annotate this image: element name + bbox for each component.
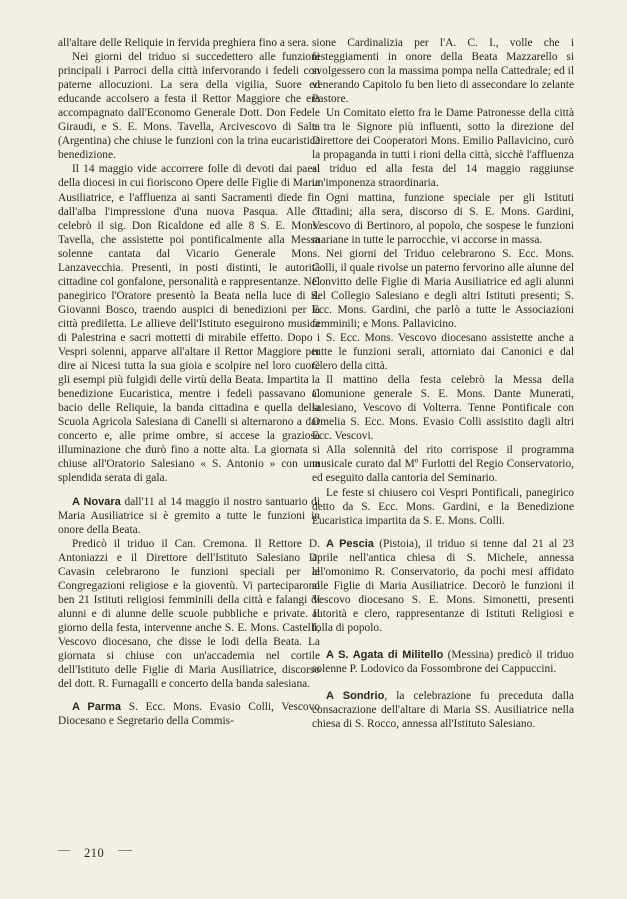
paragraph [312, 443, 574, 485]
paragraph-text: S. Ecc. Mons. Evasio Colli, Vescovo Diocesano e Segretario della Commis- [58, 701, 320, 728]
left-column [58, 36, 320, 728]
paragraph-text: (Messina) predicò il triduo solenne P. Lodovico da Fossombrone dei Cappuccini. [312, 648, 575, 676]
paragraph [312, 648, 574, 676]
paragraph [312, 373, 574, 443]
paragraph [312, 537, 574, 635]
paragraph-text: S. Ecc. Mons. Vescovo diocesano assistette anche a tutte le funzioni serali, attorniato dai Canonici e dal Clero della città. [312, 331, 574, 373]
paragraph-text: sione Cardinalizia per l'A. C. I., volle che i festeggiamenti in onore della Beata Mazzarello si svolgessero con la massima pompa nella Cattedrale; ed il venerando Capitolo fu ben lieto di assecondare lo zelante Pastore. [312, 37, 574, 106]
paragraph [58, 537, 320, 692]
paragraph [58, 700, 320, 728]
paragraph-text: , la celebrazione fu preceduta dalla consacrazione dell'altare di Maria SS. Ausiliatrice nella chiesa di S. Rocco, annessa all'Istituto Salesiano. [312, 690, 574, 731]
paragraph-text: (Pistoia), il triduo si tenne dal 21 al 23 aprile nell'antica chiesa di S. Michele, annessa all'omonimo R. Conservatorio, da pochi mesi affidato alle Figlie di Maria Ausiliatrice. Decorò le funzioni il Vescovo diocesano S. E. Mons. Simonetti, presenti autorità e clero, rappresentanze di Istituti Religiosi e folla di popolo. [312, 537, 574, 634]
paragraph [312, 247, 574, 331]
paragraph [312, 191, 574, 247]
place-heading: A Sondrio [326, 690, 385, 703]
place-heading: A Parma [72, 701, 122, 714]
paragraph-text: Un Comitato eletto fra le Dame Patronesse della città e tra le Signore più influenti, sotto la direzione del Direttore dei Cooperatori Mons. Emilio Pallavicino, curò la propaganda in tutti i rioni della città, sicchè l'affluenza al triduo ed alla festa del 14 maggio raggiunse un'imponenza straordinaria. [312, 107, 574, 190]
place-heading: A Pescia [326, 537, 374, 550]
paragraph-text: Alla solennità del rito corrispose il programma musicale curato dal Mº Furlotti del Regio Conservatorio, ed eseguito dalla cantoria del Seminario. [312, 444, 574, 485]
paragraph-text: Ogni mattina, funzione speciale per gli Istituti cittadini; alla sera, discorso di S. E. Mons. Gardini, Vescovo di Bertinoro, al popolo, che sospese le funzioni mariane in tutte le parrocchie, vi accorse in massa. [312, 191, 574, 246]
paragraph-text: Nei giorni del Triduo celebrarono S. Ecc. Mons. Colli, il quale rivolse un paterno fervorino alle alunne del Convitto delle Figlie di Maria Ausiliatrice ed agli alunni del Collegio Salesiano e degli altri Istituti presenti; S. Ecc. Mons. Gardini, che parlò a tutte le Associazioni femminili; e Mons. Pallavicino. [312, 247, 574, 330]
footer-dash-right [118, 850, 132, 851]
paragraph [312, 36, 574, 106]
paragraph [58, 50, 320, 162]
right-column [312, 36, 574, 731]
paragraph-text: all'altare delle Reliquie in fervida preghiera fino a sera. [58, 37, 309, 49]
paragraph-text: Il 14 maggio vide accorrere folle di devoti dai paesi della diocesi in cui fioriscono Opere delle Figlie di Maria Ausiliatrice, e l'affluenza ai santi Sacramenti diede fin dall'alba l'impressione d'una nuova Pasqua. Alle 7 celebrò il sig. Don Ricaldone ed alle 8 S. E. Mons. Tavella, che assistette poi pontificalmente alla Messa solenne cantata dal Vicario Generale Mons. Lanzavecchia. Presenti, in posti distinti, le autorità cittadine col gonfalone, personalità e rappresentanze. Nel panegirico l'Oratore presentò la Beata nella luce di S. Giovanni Bosco, traendo auspici di benedizioni per la città prediletta. Le allieve dell'Istituto eseguirono musica di Palestrina e sacri mottetti di mirabile effetto. Dopo i Vespri solenni, apparve all'altare il Rettor Maggiore per dire ai Nicesi tutta la sua gioia e scolpire nel loro cuore gli esempi più fulgidi delle virtù della Beata. Impartita la benedizione Eucaristica, mentre i fedeli passavano al bacio delle Reliquie, la banda cittadina e quella della Scuola Agricola Salesiana di Canelli si alternarono a dar concerto e, alle prime ombre, si accese la graziosa illuminazione che durò fino a notte alta. La giornata si chiuse all'Oratorio Salesiano « S. Antonio » con una splendida serata di gala. [58, 163, 320, 485]
paragraph [312, 486, 574, 528]
paragraph [58, 495, 320, 537]
paragraph-text: Le feste si chiusero coi Vespri Pontificali, panegirico detto da S. Ecc. Mons. Gardini, e la Benedizione Eucaristica impartita da S. E. Mons. Colli. [312, 486, 574, 527]
place-heading: A S. Agata di Militello [326, 648, 444, 661]
paragraph-text: Nei giorni del triduo si succedettero alle funzioni principali i Parroci della città infervorando i fedeli con paterne allocuzioni. La sera della vigilia, Suore ed educande accolsero a festa il Rettor Maggiore che era accompagnato dall'Economo Generale Dott. Don Fedele Giraudi, e S. E. Mons. Tavella, Arcivescovo di Salta (Argentina) che chiuse le funzioni con la trina eucaristica benedizione. [58, 51, 320, 162]
paragraph [312, 689, 574, 731]
paragraph [312, 106, 574, 190]
place-heading: A Novara [72, 495, 121, 508]
paragraph-text: dall'11 al 14 maggio il nostro santuario di Maria Ausiliatrice si è gremito a tutte le funzioni in onore della Beata. [58, 495, 320, 536]
paragraph [312, 331, 574, 373]
paragraph [58, 36, 320, 50]
footer-dash-left [58, 850, 70, 851]
paragraph [58, 162, 320, 485]
page-number: 210 [84, 846, 105, 860]
paragraph-text: Il mattino della festa celebrò la Messa della Comunione generale S. E. Mons. Dante Munerati, salesiano, Vescovo di Volterra. Tenne Pontificale con Omelia S. Ecc. Mons. Evasio Colli assistito dagli altri Ecc. Vescovi. [312, 374, 574, 443]
paragraph-text: Predicò il triduo il Can. Cremona. Il Rettore D. Antoniazzi e il Direttore dell'Istituto Salesiano D. Cavasin celebrarono le funzioni speciali per le Congregazioni religiose e la gioventù. Vi parteciparono ben 21 Istituti religiosi femminili della città e falangi di alunni e di alunne delle scuole pubbliche e private. Il giorno della festa, intervenne anche S. E. Mons. Castelli, Vescovo diocesano, che disse le lodi della Beata. La giornata si chiuse con un'accademia nel cortile dell'Istituto delle Figlie di Maria Ausiliatrice, discorso del dott. R. Furnagalli e concerto della banda salesiana. [58, 537, 320, 691]
